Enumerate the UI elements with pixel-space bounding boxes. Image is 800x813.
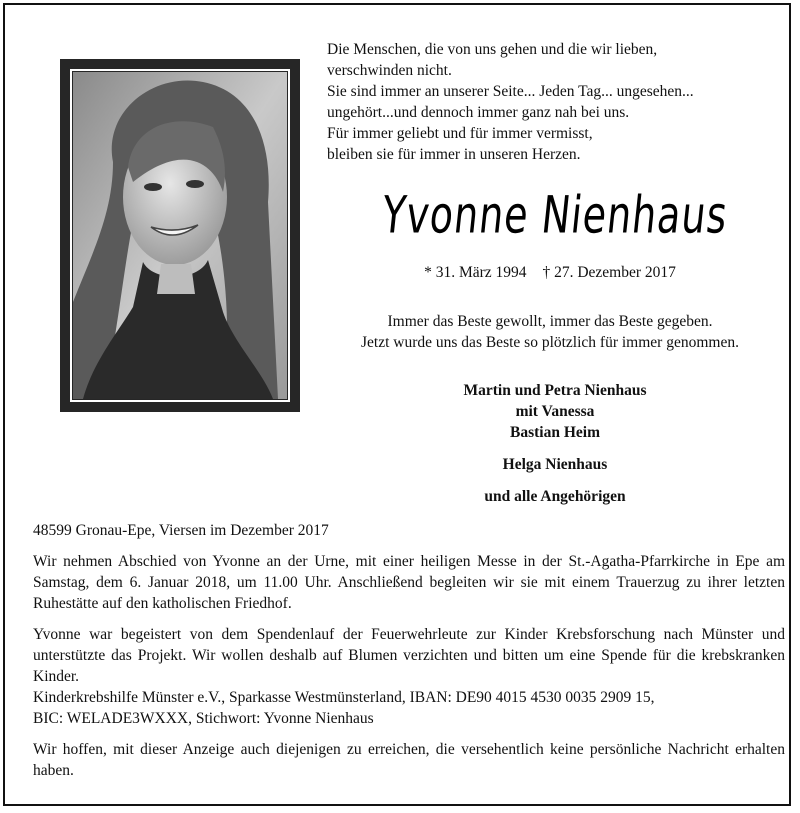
- death-date: † 27. Dezember 2017: [542, 264, 676, 281]
- motto: [315, 311, 785, 353]
- poem-line: Für immer geliebt und für immer vermisst,: [327, 125, 593, 142]
- mourner-line: und alle Angehörigen: [484, 488, 626, 505]
- mourner-line: Martin und Petra Nienhaus: [463, 382, 647, 399]
- poem-line: Die Menschen, die von uns gehen und die wir lieben,: [327, 41, 658, 58]
- portrait-photo: [60, 59, 300, 412]
- portrait-image: [73, 72, 287, 399]
- place-date: 48599 Gronau-Epe, Viersen im Dezember 2017: [33, 522, 329, 539]
- poem-line: verschwinden nicht.: [327, 62, 452, 79]
- life-dates: [325, 264, 775, 282]
- poem-line: Sie sind immer an unserer Seite... Jeden Tag... ungesehen...: [327, 83, 694, 100]
- poem: [327, 39, 787, 165]
- mourner-line: mit Vanessa: [515, 403, 595, 420]
- motto-line: Jetzt wurde uns das Beste so plötzlich für immer genommen.: [361, 334, 739, 351]
- mourner-line: Bastian Heim: [510, 424, 600, 441]
- bank-details-line: Kinderkrebshilfe Münster e.V., Sparkasse Westmünsterland, IBAN: DE90 4015 4530 0035 2909 15,: [33, 689, 655, 706]
- mourner-line: Helga Nienhaus: [502, 456, 608, 473]
- motto-line: Immer das Beste gewollt, immer das Beste gegeben.: [387, 313, 713, 330]
- notice-body: [33, 520, 785, 781]
- birth-date: * 31. März 1994: [424, 264, 527, 281]
- deceased-name: Yvonne Nienhaus: [379, 185, 731, 245]
- poem-line: ungehört...und dennoch immer ganz nah bei uns.: [327, 104, 630, 121]
- mourners-list: [355, 380, 755, 507]
- closing-paragraph: Wir hoffen, mit dieser Anzeige auch diejenigen zu erreichen, die versehentlich keine persönliche Nachricht erhalten haben.: [33, 741, 785, 779]
- ceremony-paragraph: Wir nehmen Abschied von Yvonne an der Urne, mit einer heiligen Messe in der St.-Agatha-Pfarrkirche in Epe am Samstag, dem 6. Januar 2018, um 11.00 Uhr. Anschließend begleiten wir sie mit einem Trauerzug zu ihrer letzten Ruhestätte auf den katholischen Friedhof.: [33, 553, 785, 612]
- donation-paragraph: Yvonne war begeistert von dem Spendenlauf der Feuerwehrleute zur Kinder Krebsforschung nach Münster und unterstützte das Projekt. Wir wollen deshalb auf Blumen verzichten und bitten um eine Spende für die krebskranken Kinder.: [33, 626, 785, 685]
- obituary-notice: [3, 3, 791, 806]
- bank-details-line: BIC: WELADE3WXXX, Stichwort: Yvonne Nienhaus: [33, 710, 374, 727]
- poem-line: bleiben sie für immer in unseren Herzen.: [327, 146, 581, 163]
